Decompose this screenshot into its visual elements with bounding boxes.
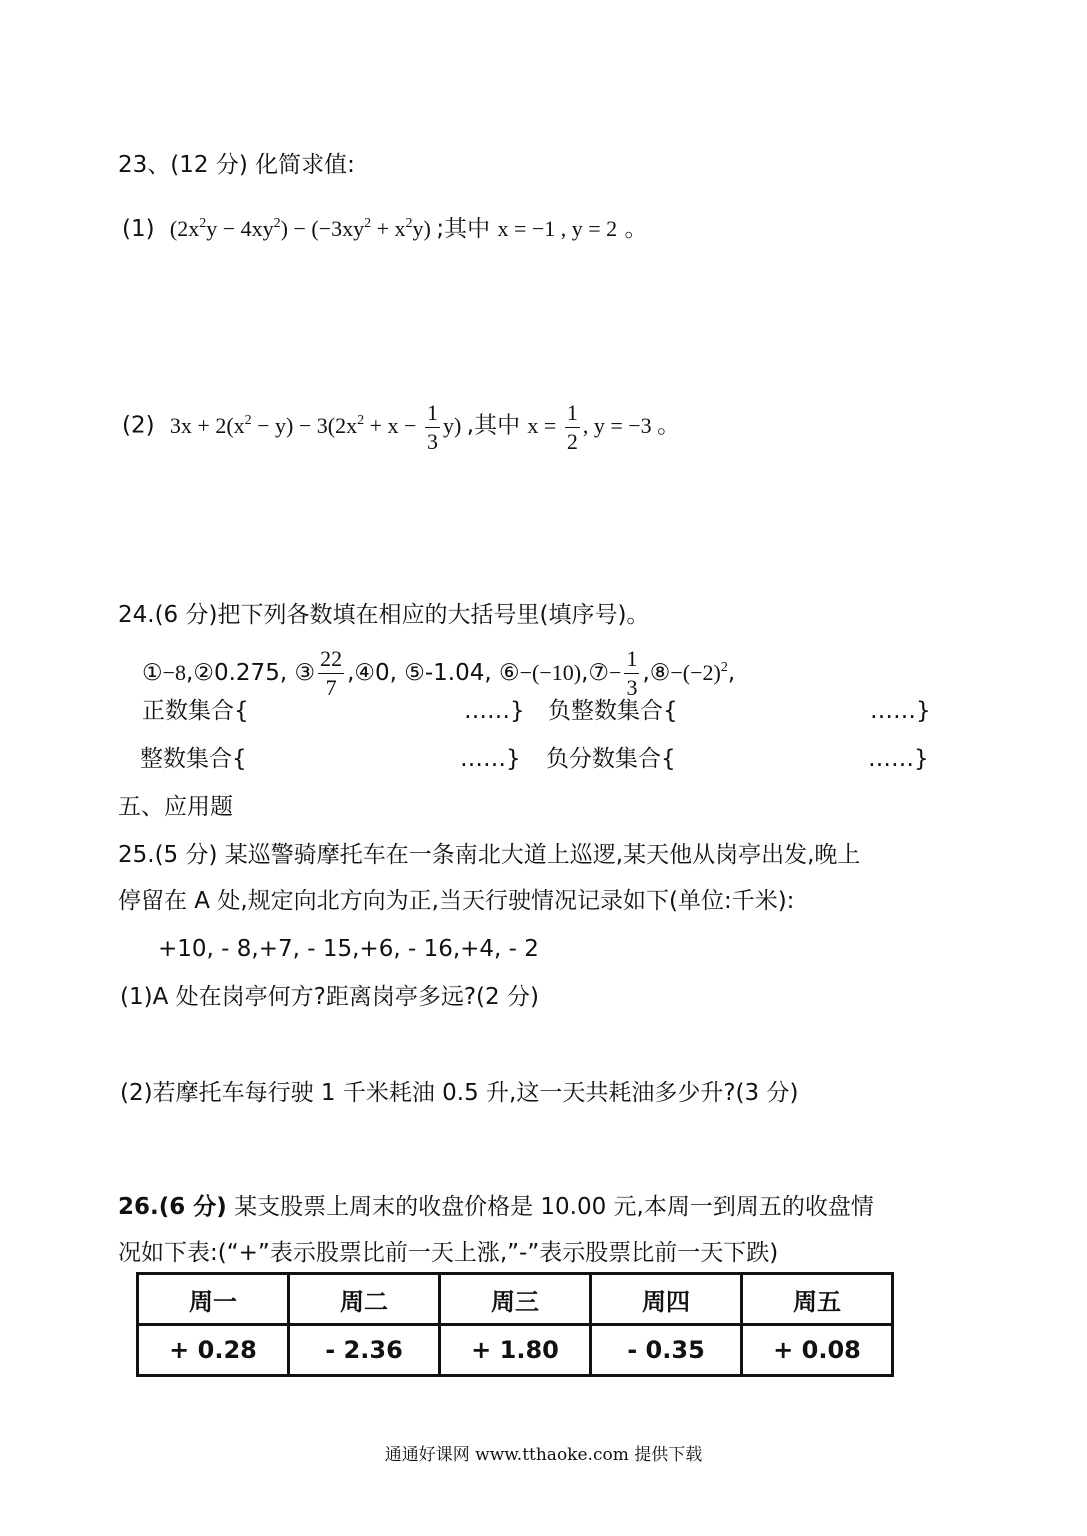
q25-line2: 停留在 A 处,规定向北方向为正,当天行驶情况记录如下(单位:千米):: [118, 888, 795, 914]
table-value-cell: - 2.36: [289, 1325, 440, 1376]
fraction-one-third-b: $\frac{1}{3}$: [626, 646, 638, 700]
table-value-cell: + 0.08: [742, 1325, 893, 1376]
fraction-22-7: $\frac{22}{7}$: [320, 646, 343, 700]
fraction-one-third: $\frac{1}{3}$: [426, 400, 438, 454]
table-value-cell: + 0.28: [138, 1325, 289, 1376]
fraction-one-half: $\frac{1}{2}$: [566, 400, 578, 454]
q25-line1: 25.(5 分) 某巡警骑摩托车在一条南北大道上巡逻,某天他从岗亭出发,晚上: [118, 842, 861, 868]
stock-table: [136, 1272, 894, 1377]
table-header-cell: 周一: [138, 1274, 289, 1325]
table-value-cell: - 0.35: [591, 1325, 742, 1376]
q25-part1: (1)A 处在岗亭何方?距离岗亭多远?(2 分): [120, 984, 539, 1010]
q23-part1: (1) $(2x^2y - 4xy^2) - (-3xy^2 + x^2y)$ ;其中 x = −1 , y = 2 。: [122, 216, 648, 242]
set-integer: 整数集合{: [140, 746, 247, 772]
q23-part2-expression: $3x + 2(x^2 - y) - 3(2x^2 + x$ − $\frac{1}{3}$ y): [169, 400, 462, 454]
q23-header: 23、(12 分) 化简求值:: [118, 152, 355, 178]
q26-line2: 况如下表:(“+”表示股票比前一天上涨,”-”表示股票比前一天下跌): [118, 1240, 779, 1266]
table-row: [138, 1274, 893, 1325]
q25-data: +10, - 8,+7, - 15,+6, - 16,+4, - 2: [158, 936, 539, 962]
set-negative-integer-end: ……}: [870, 698, 931, 724]
page-footer: 通通好课网 www.tthaoke.com 提供下载: [384, 1445, 703, 1465]
section-title: 五、应用题: [118, 794, 233, 820]
set-positive-end: ……}: [464, 698, 525, 724]
table-row: [138, 1325, 893, 1376]
table-header-cell: 周三: [440, 1274, 591, 1325]
table-header-cell: 周五: [742, 1274, 893, 1325]
set-positive: 正数集合{: [142, 698, 249, 724]
q23-part2-condition: x = $\frac{1}{2}$ , y = −3: [527, 400, 652, 454]
q23-part1-condition: x = −1 , y = 2: [497, 216, 618, 241]
table-header-cell: 周四: [591, 1274, 742, 1325]
q23-part2: (2) $3x + 2(x^2 - y) - 3(2x^2 + x$ − $\frac{1}{3}$ y) ,其中 x = $\frac{1}{2}$ , y = −3 。: [122, 400, 681, 454]
table-value-cell: + 1.80: [440, 1325, 591, 1376]
table-header-cell: 周二: [289, 1274, 440, 1325]
q23-part1-expression: $(2x^2y - 4xy^2) - (-3xy^2 + x^2y)$: [169, 216, 431, 241]
set-integer-end: ……}: [460, 746, 521, 772]
set-negative-integer: 负整数集合{: [548, 698, 678, 724]
q26-line1: 26.(6 分) 某支股票上周末的收盘价格是 10.00 元,本周一到周五的收盘情: [118, 1194, 874, 1220]
set-negative-fraction-end: ……}: [868, 746, 929, 772]
q24-header: 24.(6 分)把下列各数填在相应的大括号里(填序号)。: [118, 602, 650, 628]
set-negative-fraction: 负分数集合{: [546, 746, 676, 772]
q24-number-list: ①−8,②0.275, ③ $\frac{22}{7}$ ,④0, ⑤-1.04, ⑥−(−10),⑦− $\frac{1}{3}$ $,⑧-(-2)^2$,: [142, 646, 736, 700]
q25-part2: (2)若摩托车每行驶 1 千米耗油 0.5 升,这一天共耗油多少升?(3 分): [120, 1080, 799, 1106]
